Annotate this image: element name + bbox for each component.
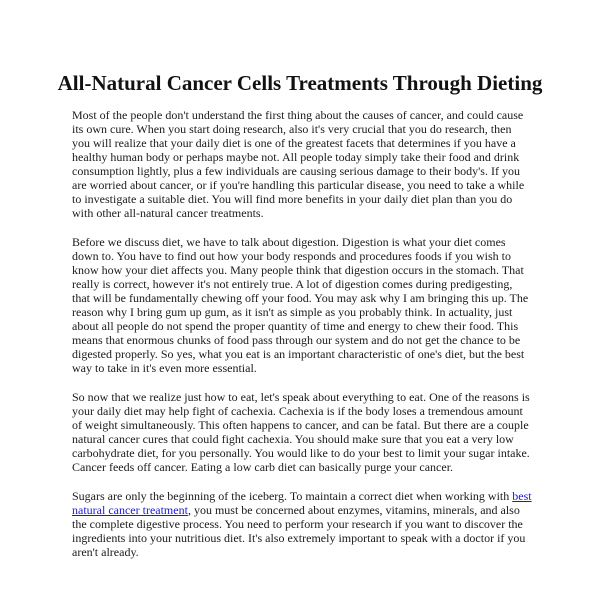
best-natural-cancer-treatment-link[interactable]: best natural cancer treatment <box>72 489 532 517</box>
paragraph-4 <box>72 489 532 559</box>
paragraph-3: So now that we realize just how to eat, let's speak about everything to eat. One of the reasons is your daily diet may help fight of cachexia. Cachexia is if the body loses a tremendous amount of weight simultaneously. This often happens to cancer, and can be fatal. But there are a couple natural cancer cures that could fight cachexia. You should make sure that you eat a very low carbohydrate diet, for you personally. You would like to do your best to limit your sugar intake. Cancer feeds off cancer. Eating a low carb diet can basically purge your cancer. <box>72 390 530 474</box>
page-title: All-Natural Cancer Cells Treatments Through Dieting <box>57 71 543 95</box>
paragraph-4-text-after-link: , you must be concerned about enzymes, vitamins, minerals, and also the complete digestive process. You need to perform your research if you want to discover the ingredients into your nutritious diet. It's also extremely important to speak with a doctor if you aren't already. <box>72 503 526 559</box>
paragraph-4-text-before-link: Sugars are only the beginning of the iceberg. To maintain a correct diet when working with <box>72 489 513 503</box>
paragraph-2: Before we discuss diet, we have to talk about digestion. Digestion is what your diet comes down to. You have to find out how your body responds and procedures foods if you wish to know how your diet affects you. Many people think that digestion occurs in the stomach. That really is correct, however it's not entirely true. A lot of digestion comes during predigesting, that will be fundamentally chewing off your food. You may ask why I am bringing this up. The reason why I bring gum up gum, as it isn't as simple as you probably think. In actuality, just about all people do not spend the proper quantity of time and energy to chew their food. This means that enormous chunks of food pass through our system and do not get the chance to be digested properly. So yes, what you eat is an important characteristic of one's diet, but the best way to take in it's even more essential. <box>72 235 529 375</box>
article-body <box>72 108 532 574</box>
paragraph-1: Most of the people don't understand the first thing about the causes of cancer, and could cause its own cure. When you start doing research, also it's very crucial that you do research, then you will realize that your daily diet is one of the greatest facets that determines if you have a healthy human body or perhaps maybe not. All people today simply take their food and drink consumption lightly, plus a few individuals are causing serious damage to their body's. If you are worried about cancer, or if you're handling this particular disease, you need to take a while to investigate a suitable diet. You will find more benefits in your daily diet plan than you do with other all-natural cancer treatments. <box>72 108 525 220</box>
